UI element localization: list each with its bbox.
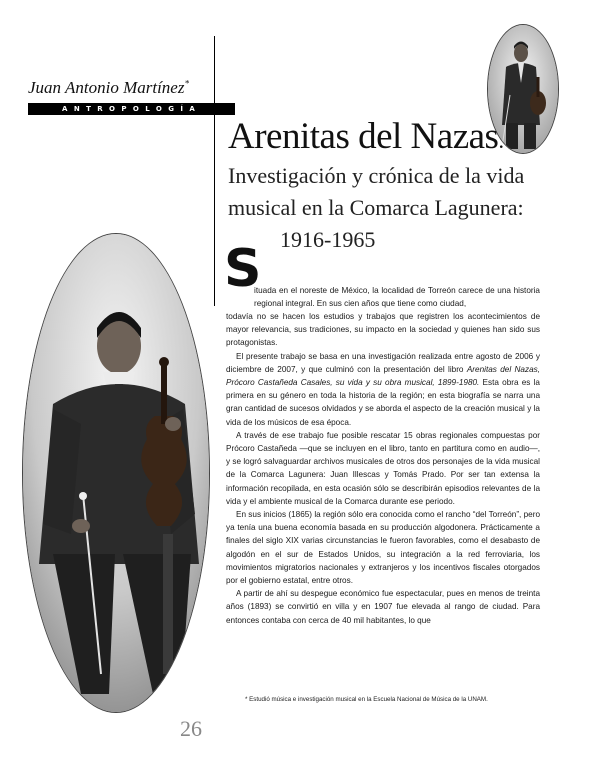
article-title xyxy=(228,116,503,162)
section-band xyxy=(28,103,235,115)
portrait-large-photo xyxy=(23,234,209,712)
author-footnote-mark: * xyxy=(184,78,189,89)
paragraph-2-a: El presente trabajo se basa en una investigación realizada entre agosto de 2006 y diciembre de 2007, y que culminó con la presentación del libro xyxy=(226,351,540,374)
paragraph-4: En sus inicios (1865) la región sólo era conocida como el rancho “del Torreón”, pero ya tenía una buena economía basada en su producción algodonera. Prácticamente a finales del siglo XIX varias circunstancias le fueron favorables, como el desabasto de algodón en el sur de Estados Unidos, su integración a la red ferroviaria, los movimientos migratorios nacionales y extranjeros y los incentivos fiscales otorgados por el gobierno estatal, entre otros. xyxy=(226,510,540,586)
portrait-large xyxy=(22,233,210,713)
paragraph-1-start: ituada en el noreste de México, la localidad de Torreón carece de una historia regional integral. En sus cien años que tiene como ciudad, xyxy=(254,286,540,309)
page-number: 26 xyxy=(180,716,202,741)
paragraph-1-rest: todavía no se hacen los estudios y trabajos que registren los acontecimientos de mayor relevancia, sus tradiciones, su impacto en la sociedad y quienes han sido sus protagonistas. xyxy=(226,312,540,348)
paragraph-2 xyxy=(226,350,540,429)
author-name xyxy=(28,78,189,98)
body-text xyxy=(226,310,540,627)
paragraph-3: A través de ese trabajo fue posible rescatar 15 obras regionales compuestas por Prócoro Castañeda —que se incluyen en el libro, tanto en partitura como en audio—, y se logró salvaguardar archivos musicales de otros dos personajes de la vida musical de la Comarca Lagunera: Juan Illescas y Tomás Prado. Por ser tan extensa la información recopilada, en esta ocasión sólo se describirán episodios relevantes de la vida y el ambiente musical de la Comarca durante ese periodo. xyxy=(226,430,540,506)
article-title-text: Arenitas del Nazas xyxy=(228,116,499,157)
article-title-period: . xyxy=(498,128,504,153)
subtitle-years: 1916-1965 xyxy=(280,227,376,252)
subtitle-line-1: Investigación y crónica de la vida xyxy=(228,163,525,188)
footnote: * Estudió música e investigación musical en la Escuela Nacional de Música de la UNAM. xyxy=(245,696,488,703)
section-label: ANTROPOLOGÍA xyxy=(62,105,202,113)
subtitle-line-2: musical en la Comarca Lagunera: xyxy=(228,195,524,220)
book-title: Arenitas del Nazas, Prócoro Castañeda Casales, su vida y su obra musical, 1899-1980. xyxy=(226,364,541,388)
paragraph-5: A partir de ahí su despegue económico fue espectacular, pues en menos de treinta años (1893) se convirtió en villa y en 1907 fue elevada al rango de ciudad. Para entonces contaba con cerca de 40 mil habitantes, lo que xyxy=(226,589,540,625)
author-name-text: Juan Antonio Martínez xyxy=(28,78,185,97)
vertical-rule xyxy=(214,36,215,306)
body-first-lines xyxy=(254,284,540,310)
article-subtitle xyxy=(228,160,558,256)
paragraph-2-b: Esta obra es la primera en su género en toda la historia de la región; en esta biografía se narra una gran cantidad de sucesos olvidados y se aborda el aspecto de la creación musical y la vida de los músicos de esa época. xyxy=(226,378,540,427)
drop-cap: S xyxy=(224,239,262,299)
